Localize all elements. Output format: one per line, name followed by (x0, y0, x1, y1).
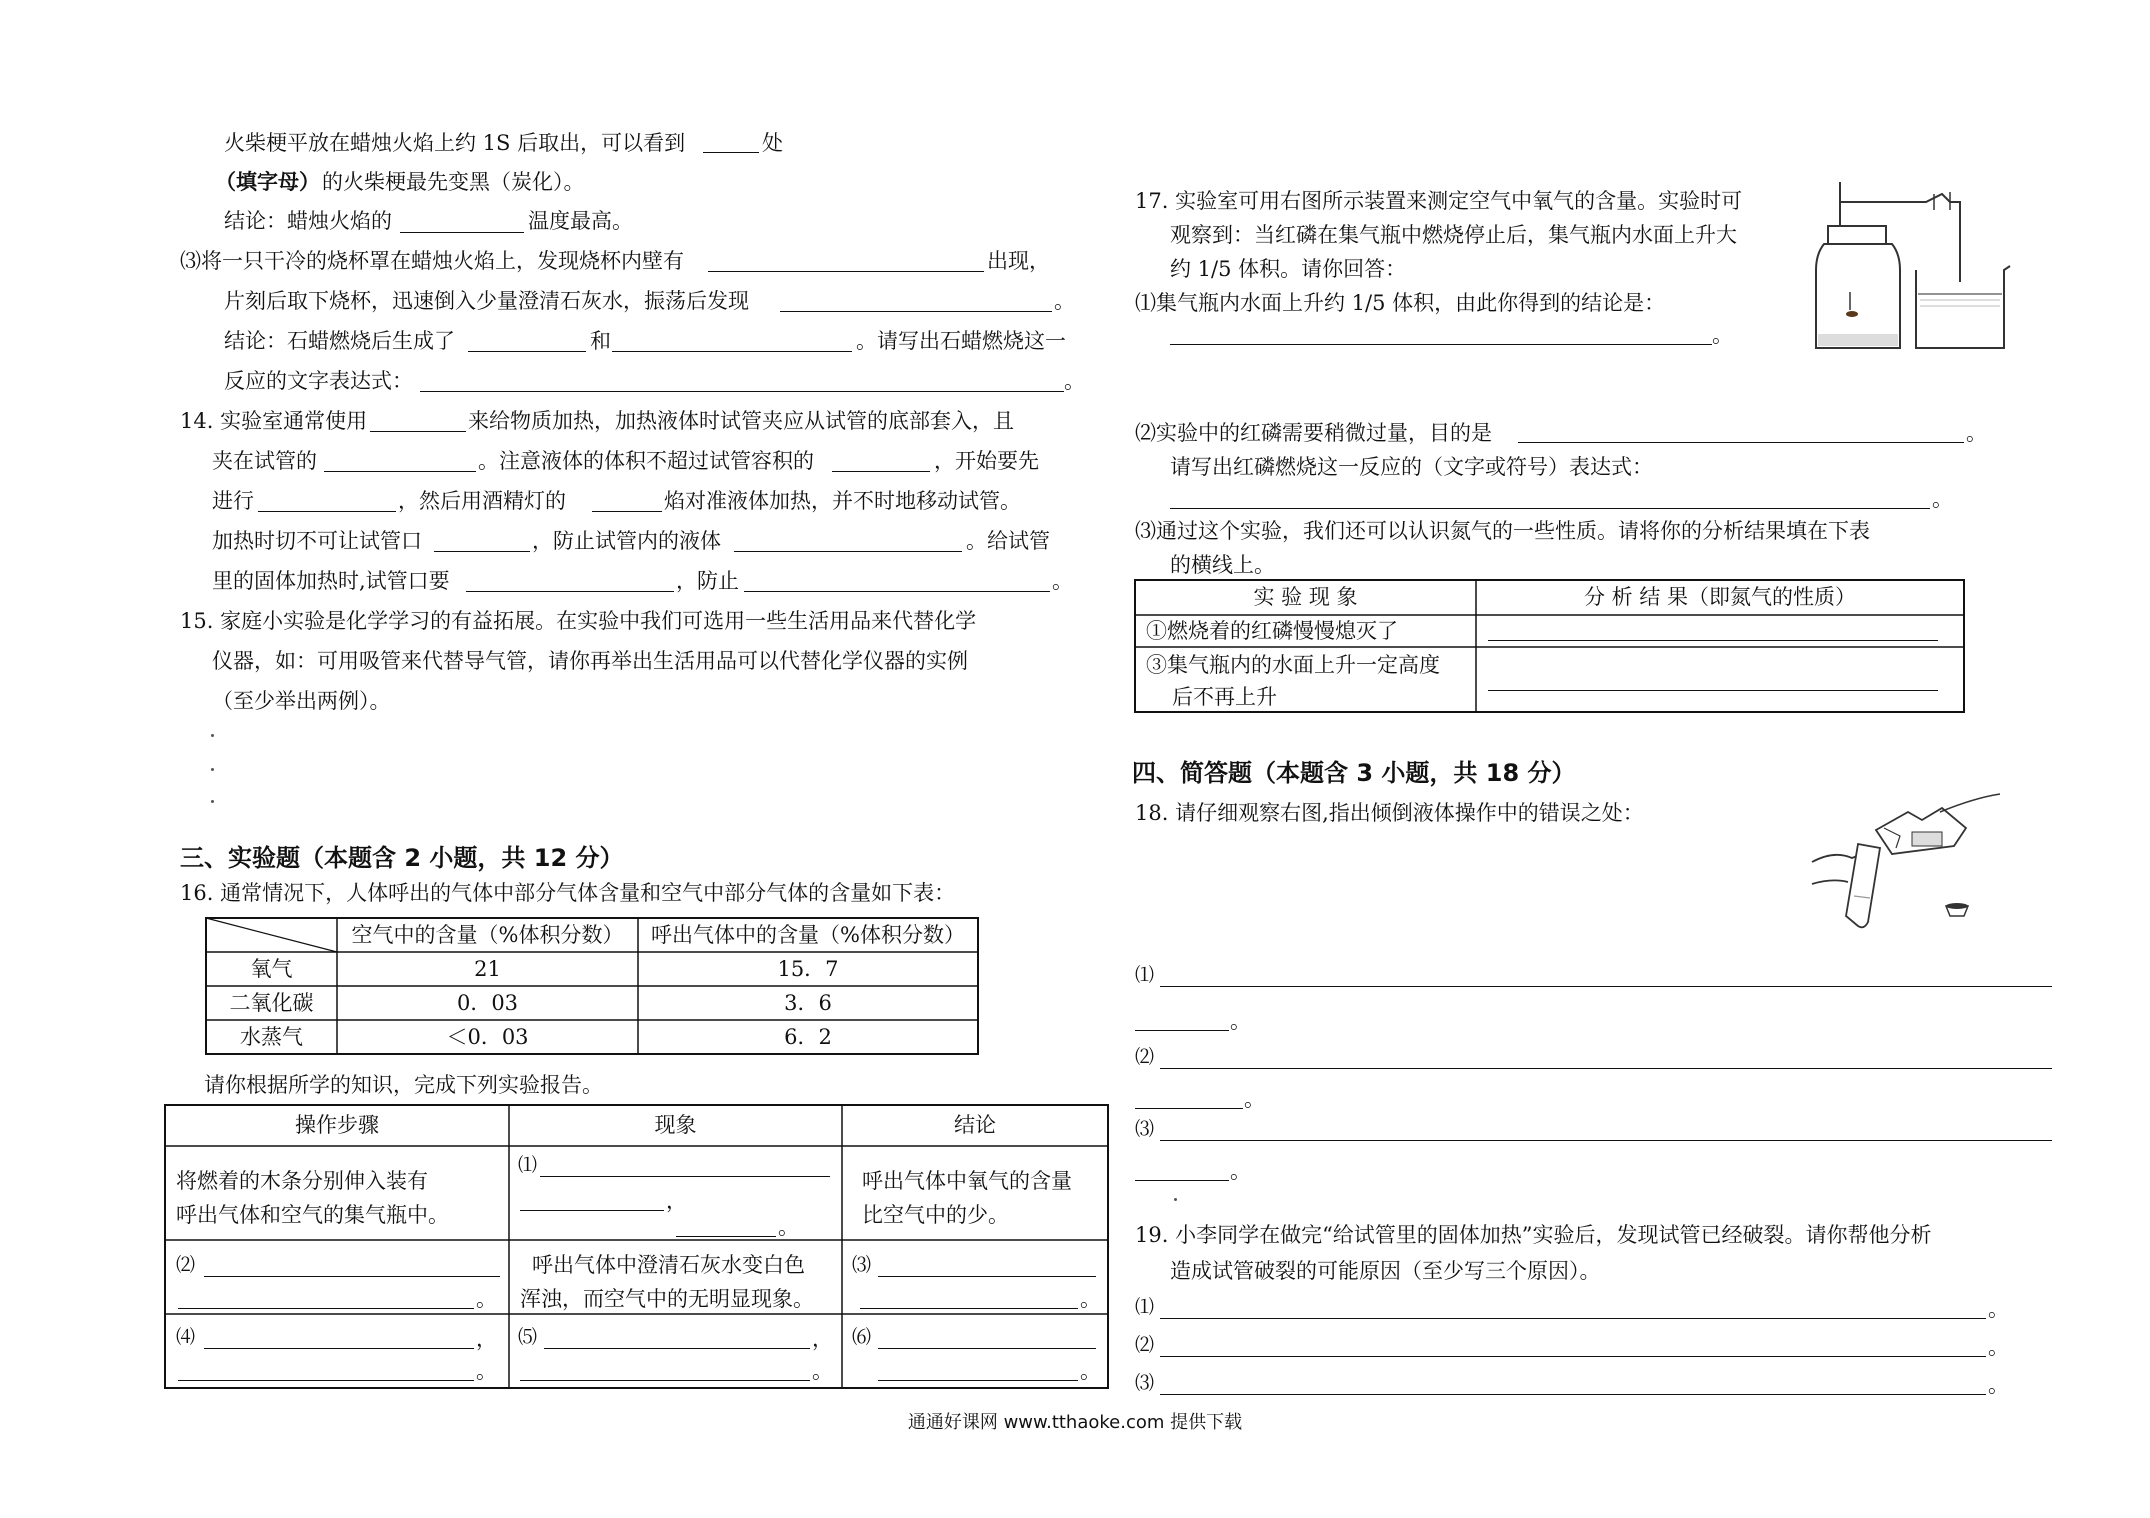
report-num: ⑸ (518, 1326, 538, 1348)
q15-line3: （至少举出两例）。 (212, 689, 391, 713)
report-cell: 呼出气体和空气的集气瓶中。 (176, 1203, 449, 1227)
q17-line1: 17. 实验室可用右图所示装置来测定空气中氧气的含量。实验时可 (1135, 189, 1743, 213)
q17-line2: 观察到：当红磷在集气瓶中燃烧停止后，集气瓶内水面上升大 (1170, 223, 1737, 247)
answer-blank[interactable] (1160, 986, 2052, 987)
report-cell: 。 (812, 1359, 833, 1383)
q14-line1: 14. 实验室通常使用 (180, 409, 368, 433)
answer-blank[interactable] (832, 471, 930, 472)
answer-blank[interactable] (1488, 690, 1938, 691)
report-header: 操作步骤 (295, 1113, 379, 1137)
report-header: 结论 (954, 1113, 996, 1137)
text-line: 。 (1064, 369, 1085, 393)
mark (211, 800, 214, 803)
text-line: 温度最高。 (528, 209, 633, 233)
q14-line1b: 来给物质加热，加热液体时试管夹应从试管的底部套入，且 (468, 409, 1014, 433)
footer-source: 通通好课网 www.tthaoke.com 提供下载 (907, 1412, 1243, 1433)
report-cell: 。 (778, 1215, 799, 1239)
section-title: 三、实验题（本题含 2 小题，共 12 分） (180, 844, 624, 872)
gas-table-cell: 21 (474, 957, 501, 981)
bold-hint: （填字母） (215, 169, 320, 194)
q14-line2b: 。注意液体的体积不超过试管容积的 (478, 449, 814, 473)
section-title: 四、简答题（本题含 3 小题，共 18 分） (1132, 759, 1576, 787)
answer-blank[interactable] (258, 511, 396, 512)
q15-line2: 仪器，如：可用吸管来代替导气管，请你再举出生活用品可以代替化学仪器的实例 (212, 649, 968, 673)
text-line: 片刻后取下烧杯，迅速倒入少量澄清石灰水，振荡后发现 (224, 289, 749, 313)
mark (211, 768, 214, 771)
mark (211, 734, 214, 737)
answer-blank[interactable] (1135, 1108, 1243, 1109)
text-line: 的火柴梗最先变黑（炭化）。 (322, 170, 585, 194)
answer-blank[interactable] (878, 1276, 1096, 1277)
q16-text: 16. 通常情况下，人体呼出的气体中部分气体含量和空气中部分气体的含量如下表： (180, 881, 956, 905)
answer-blank[interactable] (324, 471, 476, 472)
answer-blank[interactable] (204, 1348, 474, 1349)
gas-table-cell: 15．7 (777, 957, 839, 981)
report-num: ⑹ (852, 1326, 872, 1348)
punct: 。 (1244, 1087, 1265, 1111)
q14-line5: 里的固体加热时,试管口要 (212, 569, 450, 593)
answer-blank[interactable] (612, 351, 852, 352)
answer-blank[interactable] (1160, 1140, 2052, 1141)
report-cell: 呼出气体中澄清石灰水变白色 (532, 1253, 805, 1277)
q14-line4b: ，防止试管内的液体 (532, 529, 721, 553)
punct: 。 (1230, 1009, 1251, 1033)
gas-table-cell: 水蒸气 (240, 1025, 303, 1049)
answer-blank[interactable] (878, 1348, 1096, 1349)
q14-line3: 进行 (212, 489, 254, 513)
punct: 。 (1230, 1159, 1251, 1183)
gas-table-cell: 6．2 (784, 1025, 832, 1049)
pouring-liquid-figure (1804, 788, 2004, 938)
answer-num: ⑴ (1135, 1296, 1155, 1318)
answer-blank[interactable] (592, 511, 662, 512)
punct: 。 (1988, 1297, 2009, 1321)
gas-table-cell: 氧气 (250, 957, 293, 981)
q17-sub1: ⑴集气瓶内水面上升约 1/5 体积，由此你得到的结论是： (1135, 291, 1666, 315)
report-cell: 将燃着的木条分别伸入装有 (176, 1169, 428, 1193)
q18-text: 18. 请仔细观察右图,指出倾倒液体操作中的错误之处： (1135, 801, 1644, 825)
q17-sub2: ⑵实验中的红磷需要稍微过量，目的是 (1135, 421, 1492, 445)
report-cell: 浑浊，而空气中的无明显现象。 (520, 1287, 814, 1311)
text-line: 和 (590, 329, 611, 353)
report-cell: 比空气中的少。 (862, 1203, 1009, 1227)
punct: 。 (1966, 421, 1987, 445)
answer-blank[interactable] (1518, 442, 1964, 443)
q14-line4c: 。给试管 (966, 529, 1050, 553)
text-line: ⑶将一只干冷的烧杯罩在蜡烛火焰上，发现烧杯内壁有 (180, 249, 684, 273)
text-line: 处 (762, 131, 783, 155)
report-cell: ， (476, 1327, 497, 1351)
answer-blank[interactable] (860, 1308, 1078, 1309)
answer-blank[interactable] (370, 431, 466, 432)
answer-blank[interactable] (540, 1176, 830, 1177)
q14-line2c: ，开始要先 (934, 449, 1039, 473)
answer-blank[interactable] (434, 551, 530, 552)
q14-line5c: 。 (1052, 569, 1073, 593)
q19-line1: 19. 小李同学在做完“给试管里的固体加热”实验后，发现试管已经破裂。请你帮他分析 (1135, 1223, 1932, 1247)
report-intro: 请你根据所学的知识，完成下列实验报告。 (204, 1073, 603, 1097)
n2-table-header: 实 验 现 象 (1253, 585, 1358, 609)
report-cell: 。 (476, 1359, 497, 1383)
report-num: ⑵ (176, 1254, 196, 1276)
gas-table-header: 空气中的含量（%体积分数） (351, 923, 624, 947)
text-line: 出现， (987, 249, 1050, 273)
text-line: 结论：石蜡燃烧后生成了 (224, 329, 455, 353)
report-cell: ， (812, 1327, 833, 1351)
q19-line2: 造成试管破裂的可能原因（至少写三个原因）。 (1170, 1259, 1601, 1283)
text-line: 反应的文字表达式： (224, 369, 413, 393)
answer-blank[interactable] (468, 351, 586, 352)
n2-table-header: 分 析 结 果（即氮气的性质） (1583, 585, 1857, 609)
answer-blank[interactable] (744, 591, 1050, 592)
text-line: 结论：蜡烛火焰的 (224, 209, 392, 233)
answer-blank[interactable] (400, 232, 524, 233)
answer-num: ⑴ (1135, 964, 1155, 986)
answer-blank[interactable] (466, 591, 674, 592)
answer-blank[interactable] (1160, 1394, 1986, 1395)
q17-sub2b: 请写出红磷燃烧这一反应的（文字或符号）表达式： (1170, 455, 1653, 479)
answer-num: ⑶ (1135, 1118, 1155, 1140)
answer-blank[interactable] (204, 1276, 500, 1277)
text-line: 。请写出石蜡燃烧这一 (856, 329, 1066, 353)
gas-table-cell: 二氧化碳 (229, 991, 314, 1015)
n2-table-cell: 后不再上升 (1172, 685, 1277, 709)
answer-num: ⑵ (1135, 1046, 1155, 1068)
answer-num: ⑶ (1135, 1372, 1155, 1394)
answer-blank[interactable] (1135, 1180, 1229, 1181)
q14-line5b: ，防止 (676, 569, 739, 593)
q14-line4: 加热时切不可让试管口 (212, 529, 422, 553)
gas-table-cell: ＜0．03 (446, 1025, 529, 1049)
answer-blank[interactable] (420, 391, 1064, 392)
report-cell: 。 (1080, 1287, 1101, 1311)
q15-line1: 15. 家庭小实验是化学学习的有益拓展。在实验中我们可选用一些生活用品来代替化学 (180, 609, 977, 633)
answer-blank[interactable] (1170, 344, 1712, 345)
q14-line2: 夹在试管的 (212, 449, 317, 473)
answer-blank[interactable] (544, 1348, 810, 1349)
report-header: 现象 (654, 1113, 697, 1137)
n2-table-cell: ①燃烧着的红磷慢慢熄灭了 (1146, 619, 1398, 643)
answer-blank[interactable] (703, 152, 759, 153)
answer-blank[interactable] (708, 271, 984, 272)
q14-line3b: ，然后用酒精灯的 (398, 489, 566, 513)
report-num: ⑶ (852, 1254, 872, 1276)
answer-blank[interactable] (734, 551, 962, 552)
n2-table-cell: ③集气瓶内的水面上升一定高度 (1146, 653, 1440, 677)
answer-blank[interactable] (1135, 1030, 1229, 1031)
answer-blank[interactable] (520, 1380, 810, 1381)
answer-blank[interactable] (676, 1236, 776, 1237)
answer-blank[interactable] (1160, 1068, 2052, 1069)
text-line: 。 (1054, 289, 1075, 313)
answer-blank[interactable] (520, 1210, 664, 1211)
report-cell: 呼出气体中氧气的含量 (862, 1169, 1072, 1193)
report-num: ⑷ (176, 1326, 196, 1348)
answer-blank[interactable] (1160, 1318, 1986, 1319)
q14-line3c: 焰对准液体加热，并不时地移动试管。 (664, 489, 1021, 513)
text-line: 火柴梗平放在蜡烛火焰上约 1S 后取出，可以看到 (224, 131, 686, 155)
q17-line3: 约 1/5 体积。请你回答： (1170, 257, 1407, 281)
punct: 。 (1988, 1373, 2009, 1397)
punct: 。 (1932, 487, 1953, 511)
q17-sub3: ⑶通过这个实验，我们还可以认识氮气的一些性质。请将你的分析结果填在下表 (1135, 519, 1870, 543)
report-cell: ， (666, 1189, 687, 1213)
answer-blank[interactable] (178, 1380, 474, 1381)
q17-sub3b: 的横线上。 (1170, 553, 1275, 577)
report-cell: 。 (1080, 1359, 1101, 1383)
answer-blank[interactable] (1160, 1356, 1986, 1357)
report-num: ⑴ (518, 1154, 538, 1176)
mark (1174, 1198, 1177, 1201)
answer-blank[interactable] (1488, 640, 1938, 641)
punct: 。 (1988, 1335, 2009, 1359)
answer-blank[interactable] (878, 1380, 1078, 1381)
gas-table-header: 呼出气体中的含量（%体积分数） (651, 923, 965, 947)
punct: 。 (1712, 323, 1733, 347)
oxygen-apparatus-figure (1800, 170, 2025, 350)
answer-blank[interactable] (1170, 508, 1930, 509)
gas-table-cell: 0．03 (456, 991, 519, 1015)
report-cell: 。 (476, 1287, 497, 1311)
answer-blank[interactable] (178, 1308, 474, 1309)
gas-table-cell: 3．6 (784, 991, 832, 1015)
answer-num: ⑵ (1135, 1334, 1155, 1356)
answer-blank[interactable] (780, 311, 1052, 312)
